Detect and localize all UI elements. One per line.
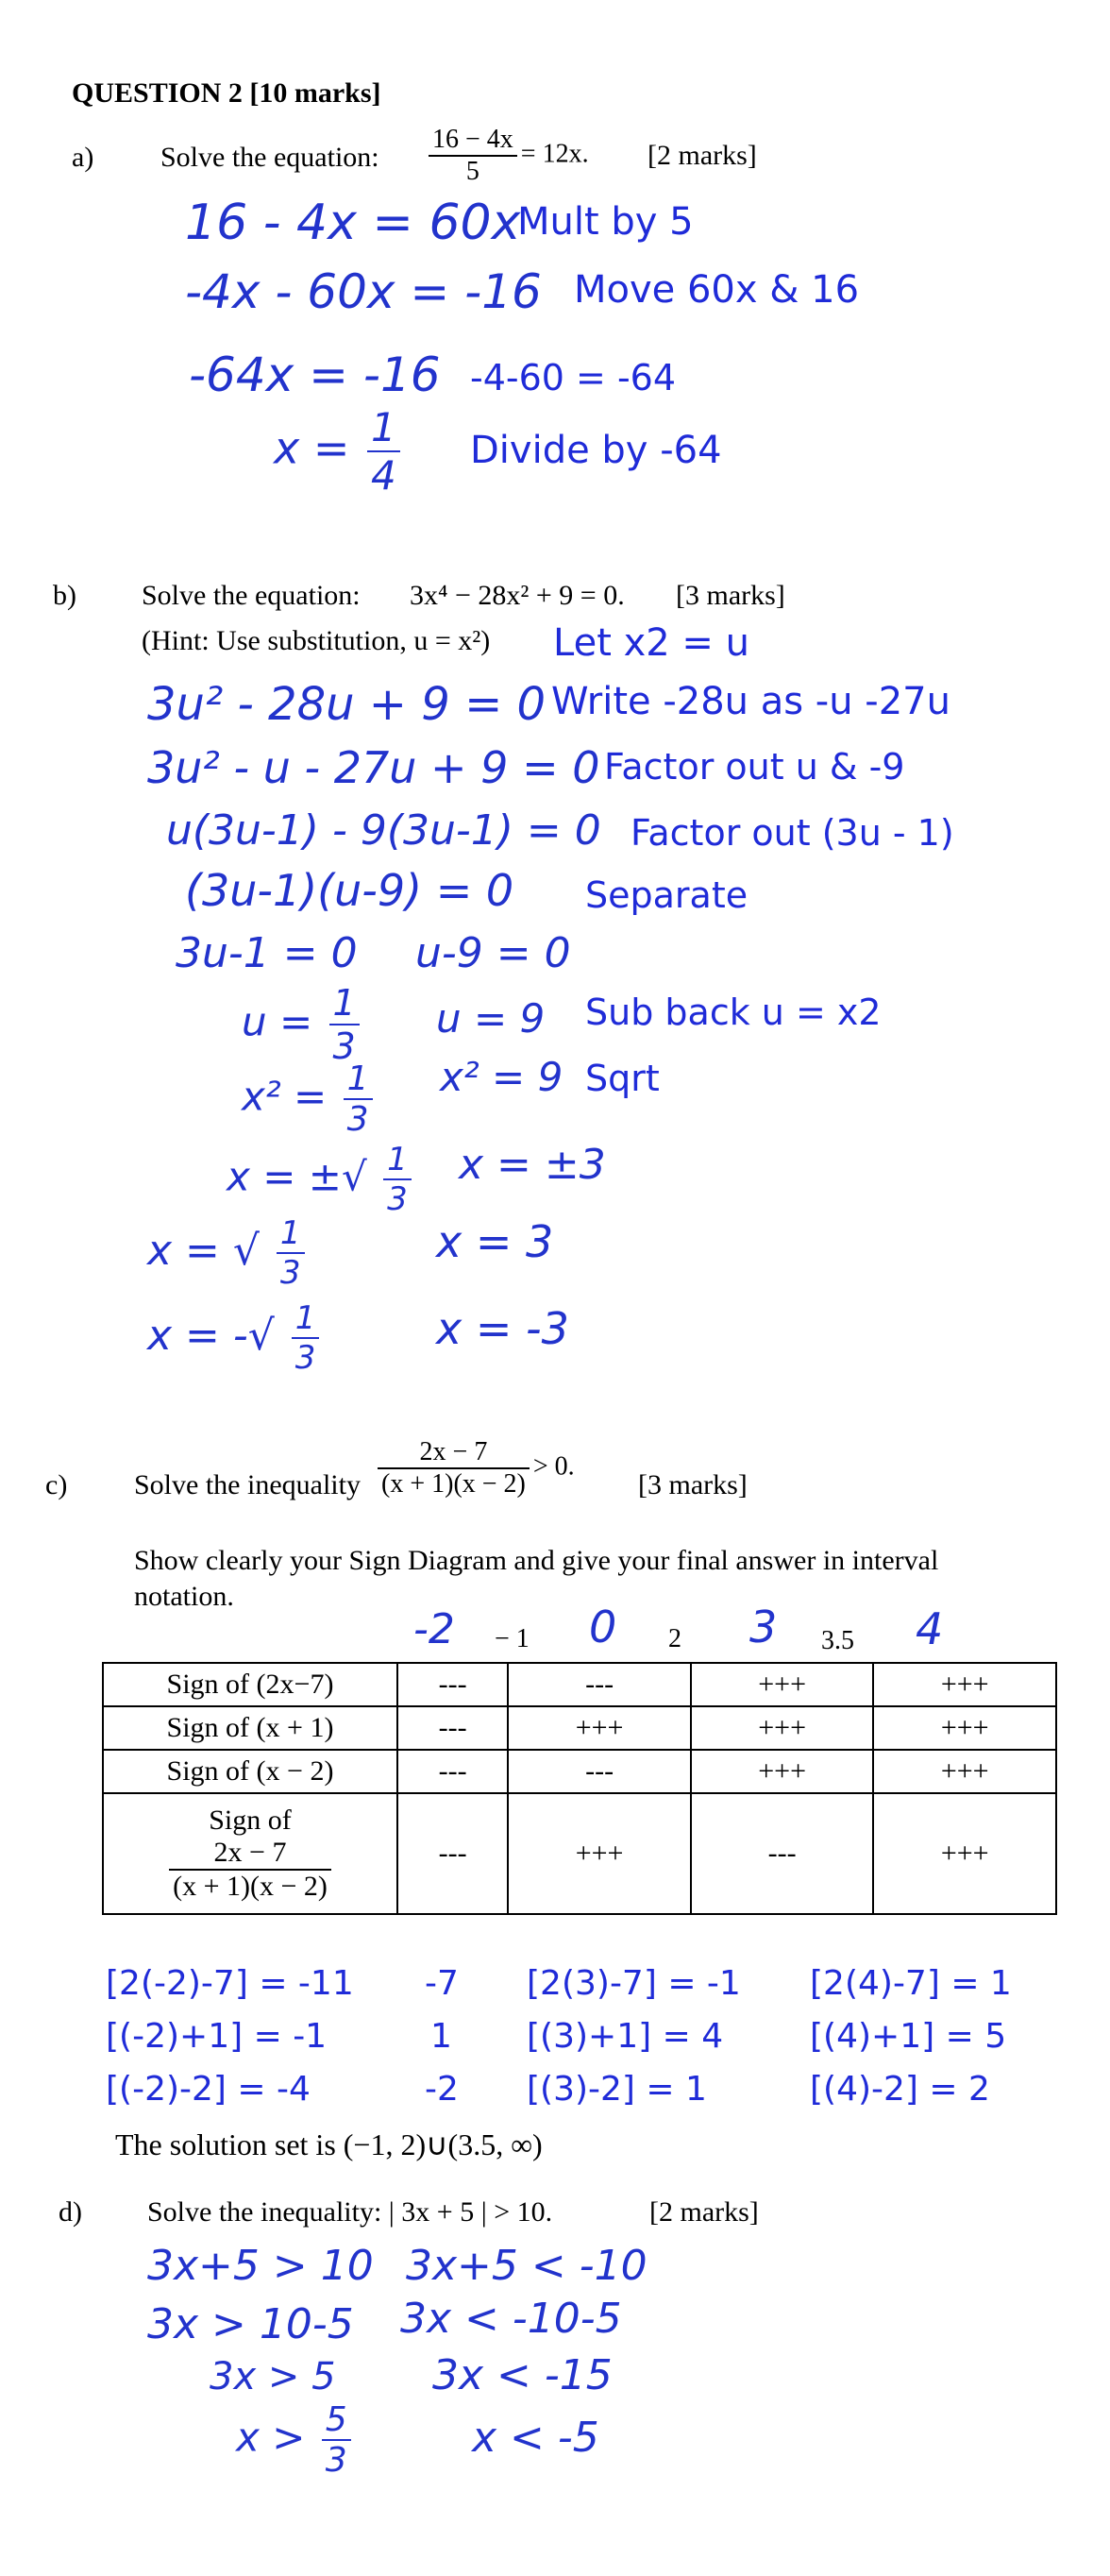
eq-denominator: 5 xyxy=(429,155,517,187)
part-c-inequality xyxy=(374,1437,575,1500)
a-x-equals: x = xyxy=(274,422,350,474)
b-work-6: u-9 = 0 xyxy=(415,929,571,977)
part-b-hint: (Hint: Use substitution, u = x²) xyxy=(142,625,491,656)
b-x-pm-sqrt: x = ±√ xyxy=(227,1153,367,1200)
row-label: Sign of (2x−7) xyxy=(103,1663,397,1706)
c-ineq-den: (x + 1)(x − 2) xyxy=(378,1467,530,1500)
calc-col1-1: [2(-2)-7] = -11 xyxy=(106,1964,354,2003)
part-a-marks: [2 marks] xyxy=(648,140,757,171)
b-work-4: (3u-1)(u-9) = 0 xyxy=(185,865,514,916)
part-a-prompt: Solve the equation: xyxy=(160,142,379,173)
d-left-1: 3x+5 > 10 xyxy=(147,2242,374,2290)
last-row-num: 2x − 7 xyxy=(213,1837,287,1868)
calc-col3-2: [(3)+1] = 4 xyxy=(527,2017,724,2056)
b-work-2: 3u² - u - 27u + 9 = 0 xyxy=(147,742,600,793)
c-ineq-num: 2x − 7 xyxy=(419,1437,488,1466)
table-row xyxy=(103,1750,1056,1793)
table-cell: +++ xyxy=(508,1793,691,1914)
calc-col1-2: [(-2)+1] = -1 xyxy=(106,2017,328,2056)
row-label: Sign of (x − 2) xyxy=(103,1750,397,1793)
part-c-instruction-1: Show clearly your Sign Diagram and give your final answer in interval xyxy=(134,1545,939,1576)
d-x-num: 5 xyxy=(325,2400,347,2439)
part-a-equation xyxy=(425,125,589,187)
part-b-label: b) xyxy=(53,580,76,611)
d-x-greater: x > xyxy=(236,2414,306,2461)
b-x2-equals: x² = xyxy=(242,1073,328,1120)
table-cell: --- xyxy=(397,1793,508,1914)
b-sq2-den: 3 xyxy=(277,1252,305,1292)
part-d-prompt: Solve the inequality: | 3x + 5 | > 10. xyxy=(147,2196,553,2228)
b-work-15 xyxy=(147,1299,323,1377)
solution-set: The solution set is (−1, 2)∪(3.5, ∞) xyxy=(115,2127,543,2161)
a-note-3: -4-60 = -64 xyxy=(470,357,677,398)
b-sq3-den: 3 xyxy=(292,1337,320,1377)
b-note-4: Separate xyxy=(585,874,748,916)
b-work-14: x = 3 xyxy=(436,1216,554,1267)
last-row-label: Sign of xyxy=(209,1805,292,1836)
calc-col4-1: [2(4)-7] = 1 xyxy=(810,1964,1012,2003)
part-c-label: c) xyxy=(45,1469,68,1500)
critical-point-2: 2 xyxy=(668,1624,681,1653)
critical-point-3: 3.5 xyxy=(821,1626,854,1655)
calc-col3-3: [(3)-2] = 1 xyxy=(527,2070,707,2109)
b-work-12: x = ±3 xyxy=(459,1141,606,1189)
part-d-label: d) xyxy=(59,2196,82,2228)
table-cell: +++ xyxy=(873,1663,1056,1706)
a-work-1: 16 - 4x = 60x xyxy=(185,195,521,251)
sign-diagram-table xyxy=(102,1662,1057,1915)
table-cell: --- xyxy=(397,1750,508,1793)
part-a-label: a) xyxy=(72,142,94,173)
test-point-4: 4 xyxy=(916,1603,944,1654)
b-work-3: u(3u-1) - 9(3u-1) = 0 xyxy=(166,806,601,855)
calc-col4-2: [(4)+1] = 5 xyxy=(810,2017,1007,2056)
b-work-1: 3u² - 28u + 9 = 0 xyxy=(147,678,547,731)
question-title: QUESTION 2 [10 marks] xyxy=(72,77,381,109)
table-cell: --- xyxy=(508,1750,691,1793)
part-b-prompt: Solve the equation: xyxy=(142,580,361,611)
c-ineq-rhs: > 0. xyxy=(532,1451,575,1482)
d-right-2: 3x < -10-5 xyxy=(400,2295,622,2343)
part-c-prompt: Solve the inequality xyxy=(134,1469,361,1500)
eq-numerator: 16 − 4x xyxy=(432,125,513,154)
a-work-4 xyxy=(274,404,404,499)
table-cell: +++ xyxy=(873,1706,1056,1750)
part-d-marks: [2 marks] xyxy=(649,2196,759,2228)
b-note-3: Factor out (3u - 1) xyxy=(631,812,954,854)
table-cell: --- xyxy=(691,1793,874,1914)
last-row-den: (x + 1)(x − 2) xyxy=(169,1869,331,1903)
test-point-2: 0 xyxy=(589,1602,617,1652)
part-b-equation: 3x⁴ − 28x² + 9 = 0. xyxy=(410,580,625,611)
test-point-3: 3 xyxy=(749,1602,778,1652)
a-x-num: 1 xyxy=(371,404,396,450)
calc-col2-2: 1 xyxy=(430,2017,452,2056)
d-right-4: x < -5 xyxy=(472,2414,599,2462)
b-work-16: x = -3 xyxy=(436,1303,569,1354)
table-cell: --- xyxy=(508,1663,691,1706)
table-cell: --- xyxy=(397,1706,508,1750)
b-work-11 xyxy=(227,1141,415,1218)
b-u-den: 3 xyxy=(329,1024,360,1067)
table-cell: +++ xyxy=(873,1750,1056,1793)
b-work-9 xyxy=(242,1059,377,1139)
b-sq3-num: 1 xyxy=(294,1299,316,1337)
table-cell: +++ xyxy=(691,1750,874,1793)
part-b-marks: [3 marks] xyxy=(676,580,785,611)
table-cell: +++ xyxy=(873,1793,1056,1914)
a-note-4: Divide by -64 xyxy=(470,429,722,472)
b-sq1-num: 1 xyxy=(387,1141,408,1178)
a-x-den: 4 xyxy=(367,450,400,499)
b-x2-den: 3 xyxy=(344,1098,373,1139)
calc-col1-3: [(-2)-2] = -4 xyxy=(106,2070,311,2109)
calc-col2-3: -2 xyxy=(425,2070,459,2109)
b-x-neg-sqrt: x = -√ xyxy=(147,1312,275,1360)
d-right-3: 3x < -15 xyxy=(432,2351,613,2399)
b-work-8: u = 9 xyxy=(436,995,546,1042)
d-left-2: 3x > 10-5 xyxy=(147,2300,354,2348)
table-cell: +++ xyxy=(691,1706,874,1750)
table-cell: --- xyxy=(397,1663,508,1706)
calc-col2-1: -7 xyxy=(425,1964,459,2003)
d-right-1: 3x+5 < -10 xyxy=(406,2242,648,2290)
row-label: Sign of (x + 1) xyxy=(103,1706,397,1750)
b-work-13 xyxy=(147,1214,309,1292)
b-sq2-num: 1 xyxy=(279,1214,301,1252)
d-x-den: 3 xyxy=(322,2439,351,2480)
table-row xyxy=(103,1793,1056,1914)
b-x-sqrt: x = √ xyxy=(147,1227,260,1275)
table-row xyxy=(103,1663,1056,1706)
a-work-2: -4x - 60x = -16 xyxy=(185,264,542,319)
b-note-1: Write -28u as -u -27u xyxy=(551,680,950,723)
b-work-10: x² = 9 xyxy=(440,1054,563,1100)
b-note-2: Factor out u & -9 xyxy=(604,746,905,788)
table-cell: +++ xyxy=(508,1706,691,1750)
d-left-4 xyxy=(236,2400,355,2480)
calc-col4-3: [(4)-2] = 2 xyxy=(810,2070,990,2109)
calc-col3-1: [2(3)-7] = -1 xyxy=(527,1964,741,2003)
a-note-1: Mult by 5 xyxy=(517,200,694,244)
table-cell: +++ xyxy=(691,1663,874,1706)
row-label xyxy=(103,1793,397,1914)
d-left-3: 3x > 5 xyxy=(210,2355,336,2398)
part-c-instruction-2: notation. xyxy=(134,1581,234,1612)
table-row xyxy=(103,1706,1056,1750)
eq-rhs: = 12x. xyxy=(520,139,589,169)
b-work-7 xyxy=(242,982,363,1067)
b-note-5: Sub back u = x2 xyxy=(585,991,882,1033)
test-point-1: -2 xyxy=(413,1605,455,1653)
b-x2-num: 1 xyxy=(346,1059,369,1098)
b-note-6: Sqrt xyxy=(585,1058,660,1099)
b-u-equals: u = xyxy=(242,998,313,1045)
critical-point-1: − 1 xyxy=(495,1624,530,1653)
a-note-2: Move 60x & 16 xyxy=(574,268,860,312)
b-work-5: 3u-1 = 0 xyxy=(176,929,358,977)
a-work-3: -64x = -16 xyxy=(189,347,441,402)
b-sq1-den: 3 xyxy=(383,1178,412,1218)
b-u-num: 1 xyxy=(332,982,356,1024)
part-c-marks: [3 marks] xyxy=(638,1469,748,1500)
b-note-let: Let x2 = u xyxy=(553,621,750,665)
